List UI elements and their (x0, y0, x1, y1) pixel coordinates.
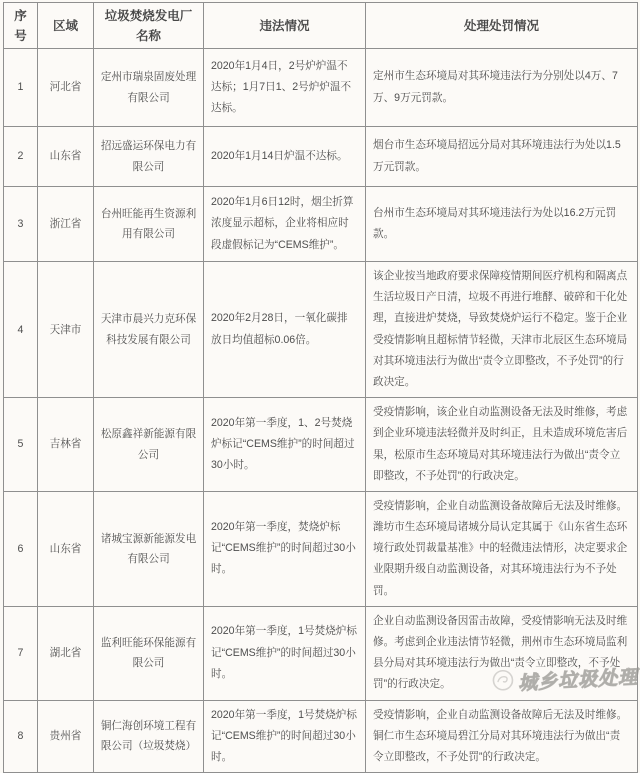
cell-index: 1 (4, 49, 38, 127)
table-row (4, 606, 638, 700)
cell-violation: 2020年1月6日12时，烟尘折算浓度显示超标，企业将相应时段虚假标记为“CEMS维护”。 (204, 187, 366, 262)
cell-penalty: 受疫情影响，该企业自动监测设备无法及时维修，考虑到企业环境违法轻微并及时纠正，且未造成环境危害后果，松原市生态环境局对其环境违法行为做出“责令立即整改，不予处罚”的行政决定。 (366, 398, 638, 492)
table-row (4, 127, 638, 187)
table-row (4, 700, 638, 773)
cell-index: 5 (4, 398, 38, 492)
cell-region: 天津市 (38, 262, 94, 398)
col-header-penalty: 处理处罚情况 (366, 3, 638, 49)
watermark-text: 城乡垃圾处理 (517, 667, 639, 695)
cell-violation: 2020年1月14日炉温不达标。 (204, 127, 366, 187)
table-row (4, 398, 638, 492)
cell-index: 6 (4, 491, 38, 606)
cell-violation: 2020年1月4日，2号炉炉温不达标；1月7日1、2号炉炉温不达标。 (204, 49, 366, 127)
cell-plant-name: 监利旺能环保能源有限公司 (94, 606, 204, 700)
cell-penalty: 企业自动监测设备因雷击故障，受疫情影响无法及时维修。考虑到企业违法情节轻微，荆州市生态环境局监利县分局对其环境违法行为做出“责令立即整改，不予处罚”的行政决定。 (366, 606, 638, 700)
cell-plant-name: 诸城宝源新能源发电有限公司 (94, 491, 204, 606)
cell-plant-name: 定州市瑞泉固废处理有限公司 (94, 49, 204, 127)
cell-region: 河北省 (38, 49, 94, 127)
table-row (4, 187, 638, 262)
col-header-violation: 违法情况 (204, 3, 366, 49)
cell-index: 2 (4, 127, 38, 187)
cell-penalty: 受疫情影响，企业自动监测设备故障后无法及时维修。铜仁市生态环境局碧江分局对其环境违法行为做出“责令立即整改，不予处罚”的行政决定。 (366, 700, 638, 773)
cell-index: 3 (4, 187, 38, 262)
cell-plant-name: 铜仁海创环境工程有限公司（垃圾焚烧） (94, 700, 204, 773)
cell-region: 山东省 (38, 491, 94, 606)
cell-region: 吉林省 (38, 398, 94, 492)
table-row (4, 49, 638, 127)
cell-plant-name: 松原鑫祥新能源有限公司 (94, 398, 204, 492)
cell-penalty: 烟台市生态环境局招远分局对其环境违法行为处以1.5万元罚款。 (366, 127, 638, 187)
cell-index: 7 (4, 606, 38, 700)
cell-penalty: 受疫情影响，企业自动监测设备故障后无法及时维修。潍坊市生态环境局诸城分局认定其属于《山东省生态环境行政处罚裁量基准》中的轻微违法情形，决定要求企业限期升级自动监测设备，对其环境违法行为不予处罚。 (366, 491, 638, 606)
table-row (4, 491, 638, 606)
cell-plant-name: 招远盛运环保电力有限公司 (94, 127, 204, 187)
cell-region: 浙江省 (38, 187, 94, 262)
cell-plant-name: 天津市晨兴力克环保科技发展有限公司 (94, 262, 204, 398)
table-row (4, 262, 638, 398)
col-header-region: 区域 (38, 3, 94, 49)
cell-violation: 2020年第一季度，焚烧炉标记“CEMS维护”的时间超过30小时。 (204, 491, 366, 606)
col-header-plant: 垃圾焚烧发电厂名称 (94, 3, 204, 49)
cell-region: 山东省 (38, 127, 94, 187)
cell-violation: 2020年第一季度，1号焚烧炉标记“CEMS维护”的时间超过30小时。 (204, 606, 366, 700)
col-header-index: 序号 (4, 3, 38, 49)
cell-index: 8 (4, 700, 38, 773)
cell-penalty: 该企业按当地政府要求保障疫情期间医疗机构和隔离点生活垃圾日产日清，垃圾不再进行堆酵、破碎和干化处理，直接进炉焚烧，导致焚烧炉运行不稳定。鉴于企业受疫情影响且超标情节轻微，天津市北辰区生态环境局对其环境违法行为做出“责令立即整改，不予处罚”的行政决定。 (366, 262, 638, 398)
cell-violation: 2020年第一季度，1、2号焚烧炉标记“CEMS维护”的时间超过30小时。 (204, 398, 366, 492)
cell-violation: 2020年2月28日，一氧化碳排放日均值超标0.06倍。 (204, 262, 366, 398)
cell-region: 湖北省 (38, 606, 94, 700)
table-header-row (4, 3, 638, 49)
cell-index: 4 (4, 262, 38, 398)
cell-violation: 2020年第一季度，1号焚烧炉标记“CEMS维护”的时间超过30小时。 (204, 700, 366, 773)
violations-table (3, 2, 638, 773)
cell-plant-name: 台州旺能再生资源利用有限公司 (94, 187, 204, 262)
cell-penalty: 定州市生态环境局对其环境违法行为分别处以4万、7万、9万元罚款。 (366, 49, 638, 127)
cell-penalty: 台州市生态环境局对其环境违法行为处以16.2万元罚款。 (366, 187, 638, 262)
cell-region: 贵州省 (38, 700, 94, 773)
